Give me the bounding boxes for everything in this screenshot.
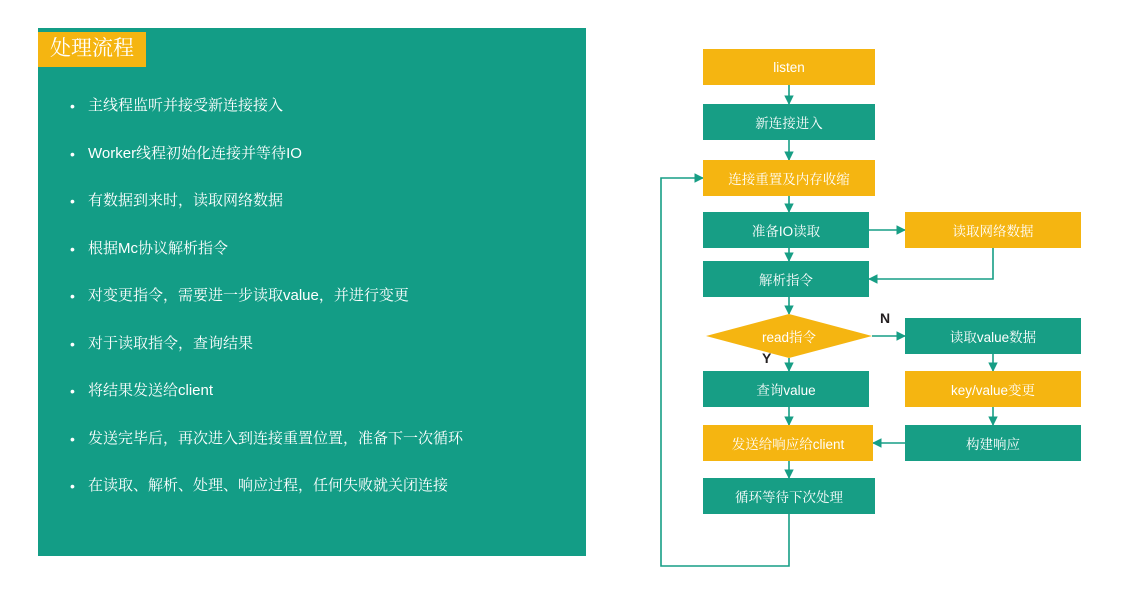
edge-label-no: N	[880, 310, 891, 326]
list-item-label: Worker线程初始化连接并等待IO	[88, 144, 302, 162]
node-loop-wait[interactable]	[703, 478, 875, 514]
bullet-dot-icon: •	[70, 430, 75, 447]
node-label: 读取网络数据	[952, 224, 1034, 239]
node-label: 发送给响应给client	[731, 437, 845, 452]
panel-title: 处理流程	[38, 32, 146, 67]
bullet-dot-icon: •	[70, 335, 75, 352]
list-item-label: 对变更指令，需要进一步读取value，并进行变更	[88, 287, 409, 304]
node-build-response[interactable]	[905, 425, 1081, 461]
node-label: 查询value	[756, 383, 816, 398]
node-label: 构建响应	[966, 437, 1020, 452]
node-read-decision[interactable]	[706, 314, 872, 358]
bullet-list	[70, 95, 570, 523]
flowchart-edges	[586, 0, 1123, 614]
list-item-label: 对于读取指令，查询结果	[88, 334, 254, 352]
list-item-label: 根据Mc协议解析指令	[88, 239, 228, 257]
list-item-label: 有数据到来时，读取网络数据	[88, 192, 284, 209]
list-item-label: 主线程监听并接受新连接接入	[88, 97, 284, 114]
bullet-dot-icon: •	[70, 145, 75, 162]
node-listen[interactable]	[703, 49, 875, 85]
node-query-value[interactable]	[703, 371, 869, 407]
node-send-response-to-client[interactable]	[703, 425, 873, 461]
node-label: listen	[773, 59, 805, 75]
node-new-connection[interactable]	[703, 104, 875, 140]
list-item	[70, 95, 570, 117]
bullet-dot-icon: •	[70, 383, 75, 399]
node-label: 读取value数据	[949, 330, 1037, 345]
node-prepare-io[interactable]	[703, 212, 869, 248]
list-item-label: 发送完毕后，再次进入到连接重置位置，准备下一次循环	[88, 429, 464, 447]
node-label: 循环等待下次处理	[735, 490, 843, 505]
list-item-label: 在读取、解析、处理、响应过程，任何失败就关闭连接	[88, 477, 449, 494]
node-read-value-data[interactable]	[905, 318, 1081, 354]
flowchart	[586, 0, 1123, 614]
node-label: 准备IO读取	[751, 224, 821, 239]
bullet-dot-icon: •	[70, 478, 75, 494]
list-item-label: 将结果发送给client	[88, 382, 214, 399]
list-item	[70, 190, 570, 212]
node-label: 解析指令	[759, 273, 813, 288]
node-label: 连接重置及内存收缩	[728, 172, 850, 187]
bullet-dot-icon: •	[70, 193, 75, 209]
node-label: 新连接进入	[755, 116, 823, 131]
list-item	[70, 428, 570, 450]
bullet-dot-icon: •	[70, 240, 75, 257]
node-connection-reset[interactable]	[703, 160, 875, 196]
list-item	[70, 143, 570, 165]
list-item	[70, 285, 570, 307]
node-label: read指令	[761, 330, 817, 345]
bullet-dot-icon: •	[70, 288, 75, 304]
bullet-dot-icon: •	[70, 98, 75, 114]
list-item	[70, 475, 570, 497]
list-item	[70, 333, 570, 355]
edge-label-yes: Y	[762, 350, 772, 366]
list-item	[70, 380, 570, 402]
list-item	[70, 238, 570, 260]
node-parse-command[interactable]	[703, 261, 869, 297]
node-read-network-data[interactable]	[905, 212, 1081, 248]
node-key-value-change[interactable]	[905, 371, 1081, 407]
node-label: key/value变更	[950, 383, 1036, 398]
